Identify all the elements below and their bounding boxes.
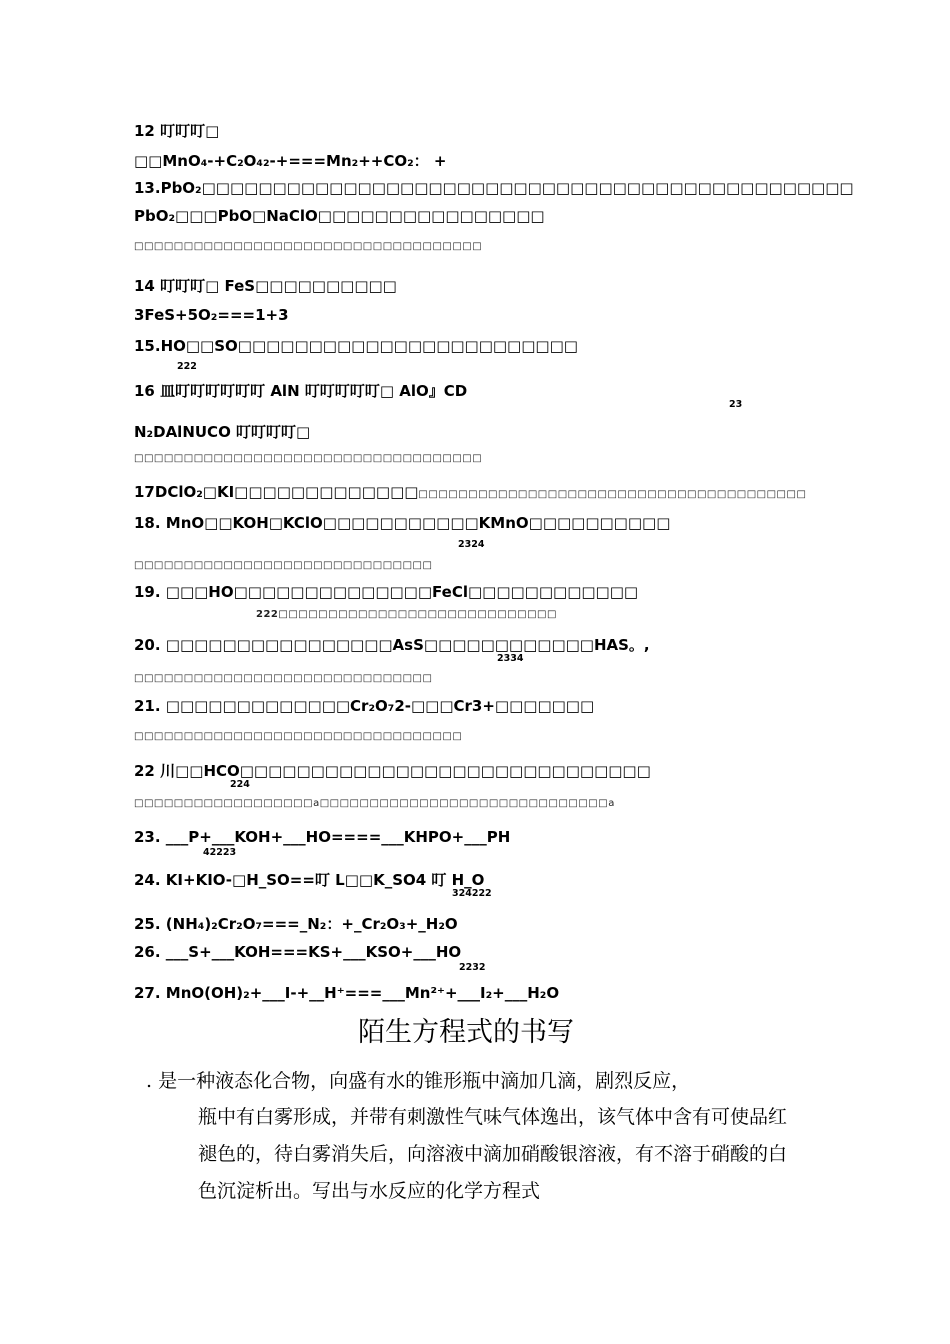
line-25: 25. (NH₄)₂Cr₂O₇===_N₂：+_Cr₂O₃+_H₂O <box>134 915 458 933</box>
line-22: 22 川□□HCO□□□□□□□□□□□□□□□□□□□□□□□□□□□□□ <box>134 762 651 780</box>
line-20: 20. □□□□□□□□□□□□□□□□AsS□□□□□□□□□□□□HAS。, <box>134 636 650 654</box>
line-17 <box>134 483 806 501</box>
line-13: 13.PbO₂□□□□□□□□□□□□□□□□□□□□□□□□□□□□□□□□□□□□□□□□□□□□□□ <box>134 179 854 197</box>
subscript-digits: 2324 <box>458 539 485 550</box>
line-26: 26. ___S+___KOH===KS+___KSO+___HO <box>134 943 462 961</box>
line-23: 23. ___P+___KOH+___HO====___KHPO+___PH <box>134 828 511 846</box>
line-12-equation: □□MnO₄-+C₂O₄₂-+===Mn₂++CO₂： + <box>134 152 447 170</box>
paragraph-line: . 是一种液态化合物，向盛有水的锥形瓶中滴加几滴，剧烈反应， <box>146 1070 691 1092</box>
line-27: 27. MnO(OH)₂+___I-+__H⁺===___Mn²⁺+___I₂+___H₂O <box>134 984 560 1002</box>
line-14: 14 叮叮叮□ FeS□□□□□□□□□□ <box>134 277 397 295</box>
line-16: 16 皿叮叮叮叮叮叮 AlN 叮叮叮叮叮□ AlO』CD <box>134 382 468 400</box>
garbled-line: □□□□□□□□□□□□□□□□□□□□□□□□□□□□□□□□□□□ <box>134 241 483 252</box>
garbled-line: □□□□□□□□□□□□□□□□□□□□□□□□□□□□□□ <box>134 560 433 571</box>
subscript-digits: 2334 <box>497 653 524 664</box>
line-15: 15.HO□□SO□□□□□□□□□□□□□□□□□□□□□□□□ <box>134 337 578 355</box>
subscript-digits: 42223 <box>203 847 237 858</box>
subscript-digits: 222 <box>177 361 197 372</box>
subscript-digits: 324222 <box>452 888 492 899</box>
line-17-bold: 17DClO₂□KI□□□□□□□□□□□□□ <box>134 483 419 501</box>
paragraph-line: 色沉淀析出。写出与水反应的化学方程式 <box>198 1180 541 1202</box>
garbled-line: □□□□□□□□□□□□□□□□□□□□□□□□□□□□□□□□□□□ <box>134 453 483 464</box>
line-17-garbled: □□□□□□□□□□□□□□□□□□□□□□□□□□□□□□□□□□□□□□□ <box>418 489 807 500</box>
garbled-line: □□□□□□□□□□□□□□□□□□a□□□□□□□□□□□□□□□□□□□□□□□□□□□□□a <box>134 798 615 809</box>
paragraph-line: 褪色的，待白雾消失后，向溶液中滴加硝酸银溶液，有不溶于硝酸的白 <box>198 1143 788 1165</box>
line-21: 21. □□□□□□□□□□□□□Cr₂O₇2-□□□Cr3+□□□□□□□ <box>134 697 595 715</box>
line-18: 18. MnO□□KOH□KClO□□□□□□□□□□□KMnO□□□□□□□□□□ <box>134 514 671 532</box>
subscript-digits: 224 <box>230 779 250 790</box>
line-13-cont: PbO₂□□□PbO□NaClO□□□□□□□□□□□□□□□□ <box>134 207 545 225</box>
paragraph-line: 瓶中有白雾形成，并带有刺激性气味气体逸出，该气体中含有可使品红 <box>198 1106 788 1128</box>
line-24: 24. KI+KIO-□H_SO==叮 L□□K_SO4 叮 H_O <box>134 871 485 889</box>
garbled-line: □□□□□□□□□□□□□□□□□□□□□□□□□□□□□□□□□ <box>134 731 463 742</box>
subscript-digits: 23 <box>729 399 743 410</box>
section-title: 陌生方程式的书写 <box>358 1017 574 1048</box>
garbled-line: □□□□□□□□□□□□□□□□□□□□□□□□□□□□□□ <box>134 673 433 684</box>
line-16-cont: N₂DAlNUCO 叮叮叮叮□ <box>134 423 311 441</box>
subscript-digits: 2232 <box>459 962 486 973</box>
line-19: 19. □□□HO□□□□□□□□□□□□□□FeCl□□□□□□□□□□□□ <box>134 583 639 601</box>
line-19-cont: 222□□□□□□□□□□□□□□□□□□□□□□□□□□□□ <box>256 609 557 620</box>
line-12: 12 叮叮叮□ <box>134 122 220 140</box>
line-14-equation: 3FeS+5O₂===1+3 <box>134 306 289 324</box>
